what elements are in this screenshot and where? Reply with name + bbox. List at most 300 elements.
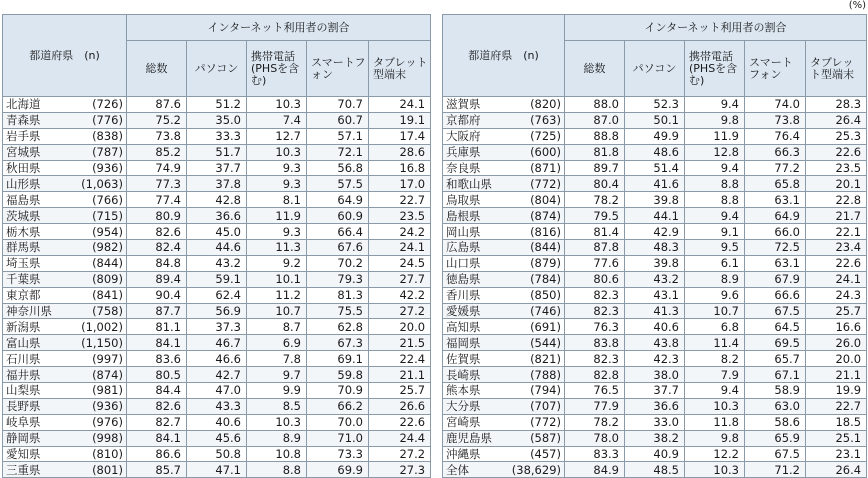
prefecture-cell	[3, 128, 127, 144]
tablet-value: 22.6	[369, 414, 431, 430]
prefecture-name: 青森県	[6, 113, 41, 128]
smartphone-value: 69.1	[307, 351, 369, 367]
tablet-value: 22.7	[369, 192, 431, 208]
smartphone-value: 67.9	[745, 271, 806, 287]
tablet-value: 16.8	[369, 160, 431, 176]
smartphone-value: 70.7	[307, 97, 369, 113]
table-row	[443, 430, 867, 446]
pc-column-header: パソコン	[625, 41, 685, 97]
tablet-value: 17.4	[369, 128, 431, 144]
mobile-phone-value: 9.3	[247, 176, 307, 192]
prefecture-cell	[443, 208, 565, 224]
sample-size: (746)	[530, 304, 561, 319]
sample-size: (784)	[530, 272, 561, 287]
prefecture-name: 群馬県	[6, 240, 41, 255]
prefecture-cell	[443, 319, 565, 335]
total-value: 77.9	[565, 398, 625, 414]
prefecture-cell	[443, 144, 565, 160]
prefecture-name: 新潟県	[6, 319, 41, 334]
mobile-phone-value: 9.4	[685, 208, 745, 224]
sample-size: (725)	[530, 129, 561, 144]
sample-size: (788)	[530, 367, 561, 382]
prefecture-cell	[443, 271, 565, 287]
pc-value: 43.8	[625, 335, 685, 351]
sample-size: (874)	[92, 367, 123, 382]
total-value: 84.4	[127, 383, 187, 399]
prefecture-cell	[3, 446, 127, 462]
tablet-value: 28.6	[369, 144, 431, 160]
mobile-phone-value: 9.4	[685, 160, 745, 176]
table-row	[443, 192, 867, 208]
tablet-value: 22.6	[806, 255, 867, 271]
tablet-value: 27.2	[369, 303, 431, 319]
table-row	[3, 271, 431, 287]
smartphone-value: 79.3	[307, 271, 369, 287]
tablet-value: 20.1	[806, 176, 867, 192]
tablet-value: 23.5	[369, 208, 431, 224]
pc-value: 43.2	[625, 271, 685, 287]
tablet-value: 16.6	[806, 319, 867, 335]
tablet-column-header: タブレット型端末	[369, 41, 431, 97]
tablet-value: 25.7	[369, 383, 431, 399]
mobile-phone-value: 8.8	[685, 192, 745, 208]
table-row	[443, 398, 867, 414]
prefecture-cell	[443, 351, 565, 367]
pc-value: 45.0	[187, 224, 247, 240]
prefecture-cell	[443, 160, 565, 176]
smartphone-value: 59.8	[307, 367, 369, 383]
smartphone-value: 70.2	[307, 255, 369, 271]
smartphone-value: 70.9	[307, 383, 369, 399]
smartphone-value: 66.2	[307, 398, 369, 414]
prefecture-name: 大分県	[446, 399, 481, 414]
mobile-phone-value: 10.3	[247, 97, 307, 113]
sample-size: (772)	[530, 176, 561, 191]
pc-value: 36.6	[187, 208, 247, 224]
smartphone-value: 63.1	[745, 192, 806, 208]
table-body-right	[443, 97, 867, 478]
smartphone-value: 57.5	[307, 176, 369, 192]
pc-value: 39.8	[625, 192, 685, 208]
pc-value: 48.6	[625, 144, 685, 160]
tablet-value: 24.2	[369, 224, 431, 240]
total-value: 87.8	[565, 240, 625, 256]
tablet-value: 42.2	[369, 287, 431, 303]
sample-size: (844)	[92, 256, 123, 271]
sample-size: (763)	[530, 113, 561, 128]
mobile-phone-value: 6.1	[685, 255, 745, 271]
pc-value: 37.8	[187, 176, 247, 192]
prefecture-name: 福岡県	[446, 335, 481, 350]
tablet-value: 21.1	[369, 367, 431, 383]
prefecture-cell	[3, 97, 127, 113]
pc-value: 40.6	[187, 414, 247, 430]
table-row	[3, 255, 431, 271]
tablet-value: 20.0	[369, 319, 431, 335]
tablet-value: 24.5	[369, 255, 431, 271]
total-value: 90.4	[127, 287, 187, 303]
prefecture-cell	[443, 414, 565, 430]
total-value: 88.0	[565, 97, 625, 113]
tablet-value: 23.1	[806, 446, 867, 462]
sample-size: (998)	[92, 431, 123, 446]
prefecture-name: 宮崎県	[446, 415, 481, 430]
total-value: 78.2	[565, 192, 625, 208]
mobile-phone-value: 10.3	[685, 462, 745, 478]
mobile-phone-column-header: 携帯電話(PHSを含む)	[247, 41, 307, 97]
total-value: 82.6	[127, 398, 187, 414]
total-value: 85.7	[127, 462, 187, 478]
tablet-value: 22.7	[806, 398, 867, 414]
total-value: 77.6	[565, 255, 625, 271]
prefecture-cell	[3, 303, 127, 319]
total-value: 89.7	[565, 160, 625, 176]
sample-size: (804)	[530, 192, 561, 207]
table-row	[3, 303, 431, 319]
tablet-value: 22.8	[806, 192, 867, 208]
smartphone-value: 62.8	[307, 319, 369, 335]
tablet-value: 21.1	[806, 367, 867, 383]
total-value: 80.5	[127, 367, 187, 383]
sample-size: (715)	[92, 208, 123, 223]
mobile-phone-value: 9.5	[685, 240, 745, 256]
tablet-value: 21.7	[806, 208, 867, 224]
total-value: 82.3	[565, 303, 625, 319]
table-row	[443, 446, 867, 462]
sample-size: (544)	[530, 335, 561, 350]
table-row	[3, 208, 431, 224]
tablet-value: 25.7	[806, 303, 867, 319]
prefecture-name: 石川県	[6, 351, 41, 366]
total-value: 87.0	[565, 112, 625, 128]
total-value: 76.3	[565, 319, 625, 335]
prefecture-name: 宮城県	[6, 145, 41, 160]
total-value: 77.4	[127, 192, 187, 208]
prefecture-cell	[3, 224, 127, 240]
mobile-phone-value: 10.3	[247, 144, 307, 160]
pc-value: 52.3	[625, 97, 685, 113]
mobile-phone-value: 7.8	[247, 351, 307, 367]
pc-value: 51.7	[187, 144, 247, 160]
total-value: 87.6	[127, 97, 187, 113]
smartphone-value: 72.1	[307, 144, 369, 160]
smartphone-value: 63.0	[745, 398, 806, 414]
prefecture-name: 京都府	[446, 113, 481, 128]
mobile-phone-value: 11.4	[685, 335, 745, 351]
prefecture-cell	[443, 335, 565, 351]
smartphone-value: 64.9	[745, 208, 806, 224]
tablet-value: 22.4	[369, 351, 431, 367]
table-row	[443, 367, 867, 383]
pc-value: 45.6	[187, 430, 247, 446]
pc-value: 47.1	[187, 462, 247, 478]
tablet-value: 24.1	[369, 97, 431, 113]
mobile-phone-value: 9.6	[685, 287, 745, 303]
tablet-value: 26.4	[806, 112, 867, 128]
table-row	[3, 224, 431, 240]
total-value: 74.9	[127, 160, 187, 176]
pc-value: 43.3	[187, 398, 247, 414]
mobile-phone-value: 8.7	[247, 319, 307, 335]
smartphone-value: 72.5	[745, 240, 806, 256]
table-row	[443, 462, 867, 478]
mobile-phone-value: 9.2	[247, 255, 307, 271]
tablet-value: 21.5	[369, 335, 431, 351]
prefecture-name: 大阪府	[446, 129, 481, 144]
smartphone-value: 63.1	[745, 255, 806, 271]
prefecture-cell	[443, 446, 565, 462]
prefecture-name: 富山県	[6, 335, 41, 350]
table-row	[3, 319, 431, 335]
tablet-value: 28.3	[806, 97, 867, 113]
prefecture-name: 北海道	[6, 97, 41, 112]
sample-size: (1,063)	[81, 176, 123, 191]
mobile-phone-value: 10.7	[247, 303, 307, 319]
sample-size: (844)	[530, 240, 561, 255]
total-value: 82.3	[565, 351, 625, 367]
pc-value: 40.6	[625, 319, 685, 335]
total-value: 77.3	[127, 176, 187, 192]
smartphone-value: 64.5	[745, 319, 806, 335]
total-value: 85.2	[127, 144, 187, 160]
tablet-value: 24.4	[369, 430, 431, 446]
mobile-phone-value: 10.8	[247, 446, 307, 462]
mobile-phone-value: 9.4	[685, 97, 745, 113]
total-value: 80.4	[565, 176, 625, 192]
table-row	[3, 446, 431, 462]
prefecture-name: 岐阜県	[6, 415, 41, 430]
pc-value: 50.1	[625, 112, 685, 128]
mobile-phone-value: 9.3	[247, 224, 307, 240]
sample-size: (936)	[92, 161, 123, 175]
smartphone-value: 73.3	[307, 446, 369, 462]
mobile-phone-value: 11.3	[247, 240, 307, 256]
prefecture-cell	[3, 112, 127, 128]
mobile-phone-value: 9.9	[247, 383, 307, 399]
sample-size: (816)	[530, 224, 561, 239]
tablet-value: 19.9	[806, 383, 867, 399]
smartphone-value: 71.2	[745, 462, 806, 478]
tablet-value: 26.0	[806, 335, 867, 351]
table-row	[443, 160, 867, 176]
pc-value: 40.9	[625, 446, 685, 462]
prefecture-column-header: 都道府県 (n)	[3, 15, 127, 97]
pc-value: 62.4	[187, 287, 247, 303]
prefecture-name: 滋賀県	[446, 97, 481, 112]
smartphone-value: 67.1	[745, 367, 806, 383]
prefecture-cell	[3, 319, 127, 335]
sample-size: (879)	[530, 256, 561, 271]
prefecture-name: 静岡県	[6, 431, 41, 446]
smartphone-value: 76.4	[745, 128, 806, 144]
prefecture-name: 徳島県	[446, 272, 481, 287]
total-column-header: 総数	[565, 41, 625, 97]
smartphone-value: 65.8	[745, 176, 806, 192]
table-row	[3, 192, 431, 208]
total-value: 83.3	[565, 446, 625, 462]
smartphone-value: 70.0	[307, 414, 369, 430]
tablet-column-header: タブレット型端末	[806, 41, 867, 97]
pc-value: 33.3	[187, 128, 247, 144]
table-row	[443, 335, 867, 351]
prefecture-name: 福島県	[6, 192, 41, 207]
prefecture-cell	[443, 255, 565, 271]
internet-usage-table-right	[442, 14, 867, 478]
sample-size: (776)	[92, 113, 123, 128]
mobile-phone-value: 9.1	[685, 224, 745, 240]
prefecture-name: 山形県	[6, 176, 41, 191]
total-value: 76.5	[565, 383, 625, 399]
sample-size: (38,629)	[511, 462, 561, 477]
mobile-phone-value: 12.7	[247, 128, 307, 144]
sample-size: (809)	[92, 272, 123, 287]
mobile-phone-value: 9.3	[247, 160, 307, 176]
tablet-value: 17.0	[369, 176, 431, 192]
prefecture-name: 東京都	[6, 288, 41, 303]
pc-value: 49.9	[625, 128, 685, 144]
prefecture-cell	[443, 303, 565, 319]
mobile-phone-value: 11.9	[247, 208, 307, 224]
table-row	[443, 128, 867, 144]
prefecture-name: 栃木県	[6, 224, 41, 239]
prefecture-name: 福井県	[6, 367, 41, 382]
table-row	[443, 144, 867, 160]
total-value: 84.9	[565, 462, 625, 478]
table-row	[443, 255, 867, 271]
prefecture-name: 秋田県	[6, 161, 41, 175]
pc-value: 46.7	[187, 335, 247, 351]
prefecture-cell	[443, 176, 565, 192]
prefecture-name: 三重県	[6, 462, 41, 477]
total-column-header: 総数	[127, 41, 187, 97]
prefecture-name: 熊本県	[446, 383, 481, 398]
pc-value: 44.1	[625, 208, 685, 224]
unit-label: (%)	[848, 0, 866, 11]
prefecture-cell	[3, 271, 127, 287]
tablet-value: 27.7	[369, 271, 431, 287]
prefecture-name: 千葉県	[6, 272, 41, 287]
pc-value: 35.0	[187, 112, 247, 128]
sample-size: (874)	[530, 208, 561, 223]
smartphone-value: 77.2	[745, 160, 806, 176]
pc-value: 41.3	[625, 303, 685, 319]
sample-size: (794)	[530, 383, 561, 398]
prefecture-name: 山口県	[446, 256, 481, 271]
prefecture-name: 茨城県	[6, 208, 41, 223]
pc-value: 46.6	[187, 351, 247, 367]
prefecture-name: 鳥取県	[446, 192, 481, 207]
mobile-phone-column-header: 携帯電話(PHSを含む)	[685, 41, 745, 97]
pc-value: 56.9	[187, 303, 247, 319]
table-row	[443, 383, 867, 399]
total-value: 83.6	[127, 351, 187, 367]
prefecture-cell	[3, 367, 127, 383]
smartphone-value: 67.5	[745, 446, 806, 462]
total-value: 73.8	[127, 128, 187, 144]
table-row	[3, 383, 431, 399]
table-row	[3, 144, 431, 160]
table-row	[443, 112, 867, 128]
sample-size: (871)	[530, 161, 561, 175]
smartphone-value: 66.6	[745, 287, 806, 303]
pc-column-header: パソコン	[187, 41, 247, 97]
total-value: 82.6	[127, 224, 187, 240]
prefecture-cell	[443, 240, 565, 256]
mobile-phone-value: 8.2	[685, 351, 745, 367]
total-value: 78.0	[565, 430, 625, 446]
pc-value: 42.8	[187, 192, 247, 208]
mobile-phone-value: 10.3	[247, 414, 307, 430]
total-value: 87.7	[127, 303, 187, 319]
smartphone-value: 60.7	[307, 112, 369, 128]
prefecture-name: 香川県	[446, 288, 481, 303]
pc-value: 42.9	[625, 224, 685, 240]
prefecture-cell	[3, 160, 127, 176]
mobile-phone-value: 11.2	[247, 287, 307, 303]
pc-value: 37.7	[625, 383, 685, 399]
sample-size: (758)	[92, 304, 123, 319]
prefecture-cell	[443, 430, 565, 446]
prefecture-name: 和歌山県	[446, 176, 492, 191]
smartphone-value: 66.4	[307, 224, 369, 240]
total-value: 83.8	[565, 335, 625, 351]
prefecture-column-header: 都道府県 (n)	[443, 15, 565, 97]
table-row	[443, 208, 867, 224]
prefecture-cell	[443, 224, 565, 240]
table-row	[3, 414, 431, 430]
total-value: 78.2	[565, 414, 625, 430]
prefecture-cell	[443, 462, 565, 478]
sample-size: (1,002)	[81, 319, 123, 334]
mobile-phone-value: 10.3	[685, 398, 745, 414]
pc-value: 48.5	[625, 462, 685, 478]
sample-size: (587)	[530, 431, 561, 446]
mobile-phone-value: 6.8	[685, 319, 745, 335]
pc-value: 43.2	[187, 255, 247, 271]
total-value: 79.5	[565, 208, 625, 224]
smartphone-value: 75.5	[307, 303, 369, 319]
smartphone-value: 67.5	[745, 303, 806, 319]
mobile-phone-value: 11.9	[685, 128, 745, 144]
tablet-value: 22.6	[806, 144, 867, 160]
total-value: 80.9	[127, 208, 187, 224]
table-row	[3, 112, 431, 128]
prefecture-cell	[443, 128, 565, 144]
pc-value: 38.2	[625, 430, 685, 446]
table-row	[3, 128, 431, 144]
pc-value: 44.6	[187, 240, 247, 256]
tablet-value: 18.5	[806, 414, 867, 430]
pc-value: 47.0	[187, 383, 247, 399]
total-value: 80.6	[565, 271, 625, 287]
prefecture-cell	[3, 351, 127, 367]
prefecture-cell	[443, 383, 565, 399]
prefecture-cell	[3, 208, 127, 224]
mobile-phone-value: 9.7	[247, 367, 307, 383]
smartphone-value: 60.9	[307, 208, 369, 224]
mobile-phone-value: 7.9	[685, 367, 745, 383]
prefecture-name: 島根県	[446, 208, 481, 223]
tablet-value: 26.6	[369, 398, 431, 414]
prefecture-cell	[3, 430, 127, 446]
mobile-phone-value: 12.8	[685, 144, 745, 160]
smartphone-column-header: スマートフォン	[307, 41, 369, 97]
sample-size: (707)	[530, 399, 561, 414]
sample-size: (691)	[530, 319, 561, 334]
smartphone-value: 66.3	[745, 144, 806, 160]
pc-value: 50.8	[187, 446, 247, 462]
sample-size: (821)	[530, 351, 561, 366]
